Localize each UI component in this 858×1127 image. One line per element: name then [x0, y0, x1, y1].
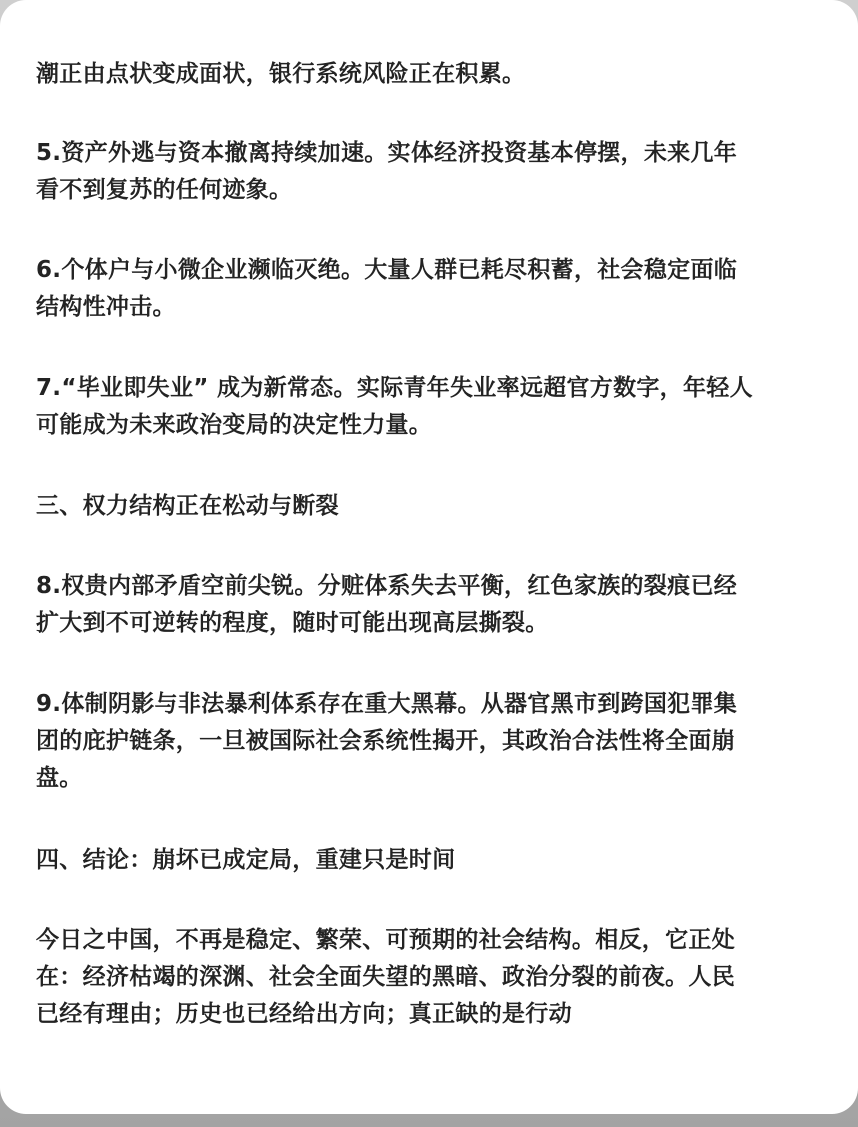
text-line: 四、结论：崩坏已成定局，重建只是时间 [36, 847, 456, 873]
text-line: 扩大到不可逆转的程度，随时可能出现高层撕裂。 [36, 610, 549, 636]
text-line: 6.个体户与小微企业濒临灭绝。大量人群已耗尽积蓄，社会稳定面临 [36, 257, 738, 283]
text-line: 可能成为未来政治变局的决定性力量。 [36, 412, 433, 438]
text-line: 9.体制阴影与非法暴利体系存在重大黑幕。从器官黑市到跨国犯罪集 [36, 691, 738, 717]
text-line: 盘。 [36, 765, 83, 791]
text-line: 今日之中国，不再是稳定、繁荣、可预期的社会结构。相反，它正处 [36, 927, 735, 953]
paragraph-bank-risk [36, 56, 836, 93]
text-line: 7.“毕业即失业” 成为新常态。实际青年失业率远超官方数字，年轻人 [36, 375, 753, 401]
text-line: 看不到复苏的任何迹象。 [36, 177, 293, 203]
paragraph-item-8 [36, 568, 836, 642]
text-line: 在：经济枯竭的深渊、社会全面失望的黑暗、政治分裂的前夜。人民 [36, 964, 735, 990]
text-line: 结构性冲击。 [36, 294, 176, 320]
text-line: 8.权贵内部矛盾空前尖锐。分赃体系失去平衡，红色家族的裂痕已经 [36, 573, 738, 599]
paragraph-item-6 [36, 252, 836, 326]
paragraph-item-9 [36, 686, 836, 797]
text-line: 已经有理由；历史也已经给出方向；真正缺的是行动 [36, 1001, 572, 1027]
text-line: 5.资产外逃与资本撤离持续加速。实体经济投资基本停摆，未来几年 [36, 140, 738, 166]
text-line: 团的庇护链条，一旦被国际社会系统性揭开，其政治合法性将全面崩 [36, 728, 735, 754]
paragraph-conclusion [36, 922, 836, 1033]
section-heading-conclusion [36, 842, 836, 879]
text-line: 三、权力结构正在松动与断裂 [36, 493, 339, 519]
section-heading-power-structure [36, 488, 836, 525]
paragraph-item-7 [36, 370, 836, 444]
text-line: 潮正由点状变成面状，银行系统风险正在积累。 [36, 61, 526, 87]
paragraph-item-5 [36, 135, 836, 209]
